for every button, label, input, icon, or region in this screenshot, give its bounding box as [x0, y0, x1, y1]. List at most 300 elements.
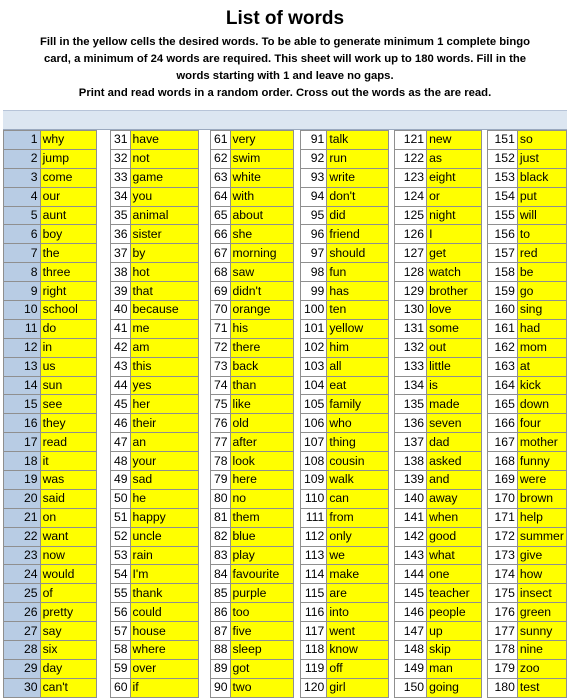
word-cell[interactable]: purple: [230, 584, 293, 603]
word-cell[interactable]: orange: [230, 301, 293, 320]
word-number: 2: [4, 149, 41, 168]
word-number: 145: [394, 584, 426, 603]
word-cell[interactable]: can't: [40, 678, 97, 697]
column-gap: [293, 584, 301, 603]
word-number: 32: [110, 149, 130, 168]
word-cell[interactable]: give: [517, 546, 566, 565]
word-cell[interactable]: the: [40, 244, 97, 263]
column-gap: [97, 414, 110, 433]
column-gap: [293, 206, 301, 225]
word-cell[interactable]: jump: [40, 149, 97, 168]
table-row: [4, 452, 567, 471]
word-cell[interactable]: there: [230, 338, 293, 357]
word-cell[interactable]: funny: [517, 452, 566, 471]
word-cell[interactable]: an: [130, 433, 199, 452]
column-gap: [293, 168, 301, 187]
word-number: 68: [210, 263, 230, 282]
word-cell[interactable]: eight: [427, 168, 482, 187]
word-cell[interactable]: you: [130, 187, 199, 206]
word-cell[interactable]: happy: [130, 508, 199, 527]
word-cell[interactable]: rain: [130, 546, 199, 565]
word-cell[interactable]: was: [40, 471, 97, 490]
column-gap: [199, 565, 210, 584]
word-cell[interactable]: over: [130, 659, 199, 678]
word-cell[interactable]: nine: [517, 641, 566, 660]
word-cell[interactable]: make: [327, 565, 388, 584]
word-cell[interactable]: skip: [427, 641, 482, 660]
word-number: 31: [110, 131, 130, 150]
word-cell[interactable]: four: [517, 414, 566, 433]
word-cell[interactable]: mother: [517, 433, 566, 452]
word-cell[interactable]: red: [517, 244, 566, 263]
word-cell[interactable]: aunt: [40, 206, 97, 225]
word-cell[interactable]: be: [517, 263, 566, 282]
word-number: 51: [110, 508, 130, 527]
word-cell[interactable]: to: [517, 225, 566, 244]
column-gap: [97, 149, 110, 168]
word-cell[interactable]: about: [230, 206, 293, 225]
table-row: [4, 584, 567, 603]
page-title: List of words: [225, 8, 345, 29]
word-cell[interactable]: she: [230, 225, 293, 244]
word-cell[interactable]: back: [230, 357, 293, 376]
word-cell[interactable]: animal: [130, 206, 199, 225]
column-gap: [293, 338, 301, 357]
word-cell[interactable]: friend: [327, 225, 388, 244]
word-number: 153: [488, 168, 518, 187]
word-cell[interactable]: off: [327, 659, 388, 678]
word-cell[interactable]: just: [517, 149, 566, 168]
word-cell[interactable]: than: [230, 376, 293, 395]
word-cell[interactable]: very: [230, 131, 293, 150]
word-number: 77: [210, 433, 230, 452]
word-number: 91: [301, 131, 327, 150]
table-row: [4, 565, 567, 584]
word-cell[interactable]: will: [517, 206, 566, 225]
column-gap: [97, 206, 110, 225]
word-number: 15: [4, 395, 41, 414]
word-number: 84: [210, 565, 230, 584]
word-cell[interactable]: favourite: [230, 565, 293, 584]
word-cell[interactable]: can: [327, 489, 388, 508]
word-cell[interactable]: fun: [327, 263, 388, 282]
word-cell[interactable]: look: [230, 452, 293, 471]
column-gap: [293, 546, 301, 565]
word-cell[interactable]: so: [517, 131, 566, 150]
word-cell[interactable]: insect: [517, 584, 566, 603]
word-cell[interactable]: some: [427, 319, 482, 338]
word-cell[interactable]: out: [427, 338, 482, 357]
column-gap: [293, 471, 301, 490]
word-cell[interactable]: have: [130, 131, 199, 150]
word-cell[interactable]: know: [327, 641, 388, 660]
word-cell[interactable]: is: [427, 376, 482, 395]
word-cell[interactable]: asked: [427, 452, 482, 471]
column-gap: [97, 527, 110, 546]
column-gap: [199, 527, 210, 546]
word-number: 64: [210, 187, 230, 206]
word-number: 105: [301, 395, 327, 414]
word-cell[interactable]: swim: [230, 149, 293, 168]
word-cell[interactable]: would: [40, 565, 97, 584]
column-gap: [97, 338, 110, 357]
word-cell[interactable]: boy: [40, 225, 97, 244]
word-cell[interactable]: blue: [230, 527, 293, 546]
word-cell[interactable]: could: [130, 603, 199, 622]
word-number: 113: [301, 546, 327, 565]
word-number: 88: [210, 641, 230, 660]
word-cell[interactable]: sun: [40, 376, 97, 395]
word-cell[interactable]: how: [517, 565, 566, 584]
column-gap: [199, 603, 210, 622]
word-cell[interactable]: because: [130, 301, 199, 320]
word-number: 136: [394, 414, 426, 433]
word-cell[interactable]: are: [327, 584, 388, 603]
word-cell[interactable]: no: [230, 489, 293, 508]
word-cell[interactable]: him: [327, 338, 388, 357]
word-cell[interactable]: said: [40, 489, 97, 508]
word-cell[interactable]: of: [40, 584, 97, 603]
word-cell[interactable]: thank: [130, 584, 199, 603]
word-cell[interactable]: girl: [327, 678, 388, 697]
word-cell[interactable]: morning: [230, 244, 293, 263]
word-cell[interactable]: walk: [327, 471, 388, 490]
word-cell[interactable]: up: [427, 622, 482, 641]
word-cell[interactable]: get: [427, 244, 482, 263]
word-cell[interactable]: this: [130, 357, 199, 376]
word-cell[interactable]: too: [230, 603, 293, 622]
column-gap: [293, 527, 301, 546]
table-row: [4, 678, 567, 697]
word-cell[interactable]: ten: [327, 301, 388, 320]
word-cell[interactable]: green: [517, 603, 566, 622]
word-number: 78: [210, 452, 230, 471]
word-number: 7: [4, 244, 41, 263]
word-cell[interactable]: good: [427, 527, 482, 546]
word-number: 41: [110, 319, 130, 338]
word-number: 20: [4, 489, 41, 508]
word-cell[interactable]: watch: [427, 263, 482, 282]
word-cell[interactable]: sister: [130, 225, 199, 244]
column-gap: [199, 584, 210, 603]
word-number: 60: [110, 678, 130, 697]
word-cell[interactable]: people: [427, 603, 482, 622]
word-number: 134: [394, 376, 426, 395]
word-number: 30: [4, 678, 41, 697]
word-cell[interactable]: and: [427, 471, 482, 490]
word-number: 46: [110, 414, 130, 433]
table-row: [4, 131, 567, 150]
word-cell[interactable]: white: [230, 168, 293, 187]
word-cell[interactable]: he: [130, 489, 199, 508]
word-cell[interactable]: into: [327, 603, 388, 622]
word-number: 104: [301, 376, 327, 395]
word-cell[interactable]: has: [327, 282, 388, 301]
word-cell[interactable]: help: [517, 508, 566, 527]
word-cell[interactable]: your: [130, 452, 199, 471]
word-cell[interactable]: from: [327, 508, 388, 527]
word-cell[interactable]: sunny: [517, 622, 566, 641]
word-cell[interactable]: were: [517, 471, 566, 490]
word-number: 172: [488, 527, 518, 546]
column-gap: [199, 395, 210, 414]
column-gap: [293, 433, 301, 452]
word-cell[interactable]: why: [40, 131, 97, 150]
table-row: [4, 263, 567, 282]
word-number: 13: [4, 357, 41, 376]
word-cell[interactable]: black: [517, 168, 566, 187]
column-gap: [97, 622, 110, 641]
word-cell[interactable]: night: [427, 206, 482, 225]
word-cell[interactable]: they: [40, 414, 97, 433]
word-number: 138: [394, 452, 426, 471]
word-cell[interactable]: thing: [327, 433, 388, 452]
word-number: 67: [210, 244, 230, 263]
word-cell[interactable]: where: [130, 641, 199, 660]
word-cell[interactable]: her: [130, 395, 199, 414]
word-cell[interactable]: who: [327, 414, 388, 433]
word-cell[interactable]: sleep: [230, 641, 293, 660]
column-gap: [293, 131, 301, 150]
word-cell[interactable]: new: [427, 131, 482, 150]
word-grid: [3, 130, 567, 698]
word-cell[interactable]: I'm: [130, 565, 199, 584]
word-cell[interactable]: house: [130, 622, 199, 641]
word-cell[interactable]: our: [40, 187, 97, 206]
column-gap: [97, 565, 110, 584]
word-number: 111: [301, 508, 327, 527]
word-number: 71: [210, 319, 230, 338]
word-cell[interactable]: if: [130, 678, 199, 697]
word-cell[interactable]: want: [40, 527, 97, 546]
word-cell[interactable]: uncle: [130, 527, 199, 546]
word-number: 131: [394, 319, 426, 338]
word-number: 112: [301, 527, 327, 546]
word-cell[interactable]: love: [427, 301, 482, 320]
word-cell[interactable]: dad: [427, 433, 482, 452]
word-cell[interactable]: do: [40, 319, 97, 338]
word-cell[interactable]: school: [40, 301, 97, 320]
word-cell[interactable]: after: [230, 433, 293, 452]
word-cell[interactable]: teacher: [427, 584, 482, 603]
word-cell[interactable]: put: [517, 187, 566, 206]
word-cell[interactable]: with: [230, 187, 293, 206]
word-cell[interactable]: eat: [327, 376, 388, 395]
word-cell[interactable]: away: [427, 489, 482, 508]
word-number: 11: [4, 319, 41, 338]
word-cell[interactable]: family: [327, 395, 388, 414]
word-number: 94: [301, 187, 327, 206]
table-row: [4, 603, 567, 622]
word-cell[interactable]: old: [230, 414, 293, 433]
word-number: 19: [4, 471, 41, 490]
table-row: [4, 319, 567, 338]
column-gap: [199, 622, 210, 641]
column-gap: [293, 678, 301, 697]
word-cell[interactable]: should: [327, 244, 388, 263]
word-cell[interactable]: what: [427, 546, 482, 565]
column-gap: [97, 168, 110, 187]
word-cell[interactable]: game: [130, 168, 199, 187]
word-number: 35: [110, 206, 130, 225]
word-number: 98: [301, 263, 327, 282]
table-row: [4, 338, 567, 357]
word-number: 167: [488, 433, 518, 452]
word-cell[interactable]: did: [327, 206, 388, 225]
column-gap: [199, 187, 210, 206]
column-gap: [97, 433, 110, 452]
word-cell[interactable]: like: [230, 395, 293, 414]
word-number: 146: [394, 603, 426, 622]
table-row: [4, 414, 567, 433]
word-number: 124: [394, 187, 426, 206]
word-cell[interactable]: right: [40, 282, 97, 301]
word-number: 90: [210, 678, 230, 697]
word-cell[interactable]: am: [130, 338, 199, 357]
word-number: 135: [394, 395, 426, 414]
word-cell[interactable]: kick: [517, 376, 566, 395]
word-cell[interactable]: go: [517, 282, 566, 301]
word-cell[interactable]: me: [130, 319, 199, 338]
word-cell[interactable]: yes: [130, 376, 199, 395]
column-gap: [199, 659, 210, 678]
word-cell[interactable]: didn't: [230, 282, 293, 301]
word-number: 161: [488, 319, 518, 338]
column-gap: [293, 565, 301, 584]
word-cell[interactable]: read: [40, 433, 97, 452]
word-number: 76: [210, 414, 230, 433]
word-number: 141: [394, 508, 426, 527]
word-cell[interactable]: by: [130, 244, 199, 263]
word-number: 40: [110, 301, 130, 320]
word-cell[interactable]: had: [517, 319, 566, 338]
column-gap: [199, 376, 210, 395]
word-number: 75: [210, 395, 230, 414]
word-cell[interactable]: sad: [130, 471, 199, 490]
word-cell[interactable]: we: [327, 546, 388, 565]
table-row: [4, 527, 567, 546]
word-number: 50: [110, 489, 130, 508]
word-cell[interactable]: in: [40, 338, 97, 357]
word-number: 127: [394, 244, 426, 263]
word-cell[interactable]: test: [517, 678, 566, 697]
table-row: [4, 622, 567, 641]
word-number: 97: [301, 244, 327, 263]
column-gap: [199, 338, 210, 357]
word-number: 52: [110, 527, 130, 546]
word-cell[interactable]: two: [230, 678, 293, 697]
word-cell[interactable]: come: [40, 168, 97, 187]
word-number: 56: [110, 603, 130, 622]
column-gap: [293, 508, 301, 527]
word-cell[interactable]: their: [130, 414, 199, 433]
word-cell[interactable]: sing: [517, 301, 566, 320]
word-cell[interactable]: got: [230, 659, 293, 678]
word-cell[interactable]: yellow: [327, 319, 388, 338]
word-number: 108: [301, 452, 327, 471]
column-gap: [199, 357, 210, 376]
word-cell[interactable]: one: [427, 565, 482, 584]
word-number: 174: [488, 565, 518, 584]
word-number: 159: [488, 282, 518, 301]
word-number: 96: [301, 225, 327, 244]
word-cell[interactable]: three: [40, 263, 97, 282]
word-cell[interactable]: only: [327, 527, 388, 546]
column-gap: [97, 659, 110, 678]
word-number: 163: [488, 357, 518, 376]
word-cell[interactable]: six: [40, 641, 97, 660]
word-cell[interactable]: made: [427, 395, 482, 414]
word-cell[interactable]: talk: [327, 131, 388, 150]
word-cell[interactable]: us: [40, 357, 97, 376]
column-gap: [293, 301, 301, 320]
word-number: 139: [394, 471, 426, 490]
column-gap: [199, 168, 210, 187]
word-number: 55: [110, 584, 130, 603]
word-number: 147: [394, 622, 426, 641]
word-cell[interactable]: man: [427, 659, 482, 678]
column-gap: [97, 376, 110, 395]
word-cell[interactable]: all: [327, 357, 388, 376]
word-cell[interactable]: mom: [517, 338, 566, 357]
word-cell[interactable]: as: [427, 149, 482, 168]
word-number: 57: [110, 622, 130, 641]
word-cell[interactable]: when: [427, 508, 482, 527]
word-number: 42: [110, 338, 130, 357]
word-cell[interactable]: five: [230, 622, 293, 641]
word-cell[interactable]: saw: [230, 263, 293, 282]
column-gap: [293, 489, 301, 508]
word-cell[interactable]: down: [517, 395, 566, 414]
word-cell[interactable]: his: [230, 319, 293, 338]
word-cell[interactable]: that: [130, 282, 199, 301]
word-number: 48: [110, 452, 130, 471]
word-cell[interactable]: say: [40, 622, 97, 641]
word-cell[interactable]: brown: [517, 489, 566, 508]
word-cell[interactable]: not: [130, 149, 199, 168]
word-cell[interactable]: I: [427, 225, 482, 244]
word-cell[interactable]: brother: [427, 282, 482, 301]
word-cell[interactable]: them: [230, 508, 293, 527]
word-number: 21: [4, 508, 41, 527]
column-gap: [97, 263, 110, 282]
word-cell[interactable]: summer: [517, 527, 566, 546]
word-cell[interactable]: seven: [427, 414, 482, 433]
word-cell[interactable]: went: [327, 622, 388, 641]
word-cell[interactable]: see: [40, 395, 97, 414]
word-cell[interactable]: or: [427, 187, 482, 206]
word-cell[interactable]: at: [517, 357, 566, 376]
table-row: [4, 301, 567, 320]
word-cell[interactable]: now: [40, 546, 97, 565]
word-number: 6: [4, 225, 41, 244]
word-cell[interactable]: here: [230, 471, 293, 490]
word-cell[interactable]: it: [40, 452, 97, 471]
table-row: [4, 395, 567, 414]
word-cell[interactable]: on: [40, 508, 97, 527]
word-cell[interactable]: little: [427, 357, 482, 376]
word-cell[interactable]: pretty: [40, 603, 97, 622]
word-cell[interactable]: play: [230, 546, 293, 565]
word-cell[interactable]: hot: [130, 263, 199, 282]
word-cell[interactable]: zoo: [517, 659, 566, 678]
word-cell[interactable]: don't: [327, 187, 388, 206]
word-cell[interactable]: run: [327, 149, 388, 168]
word-cell[interactable]: going: [427, 678, 482, 697]
word-cell[interactable]: day: [40, 659, 97, 678]
word-cell[interactable]: write: [327, 168, 388, 187]
word-cell[interactable]: cousin: [327, 452, 388, 471]
